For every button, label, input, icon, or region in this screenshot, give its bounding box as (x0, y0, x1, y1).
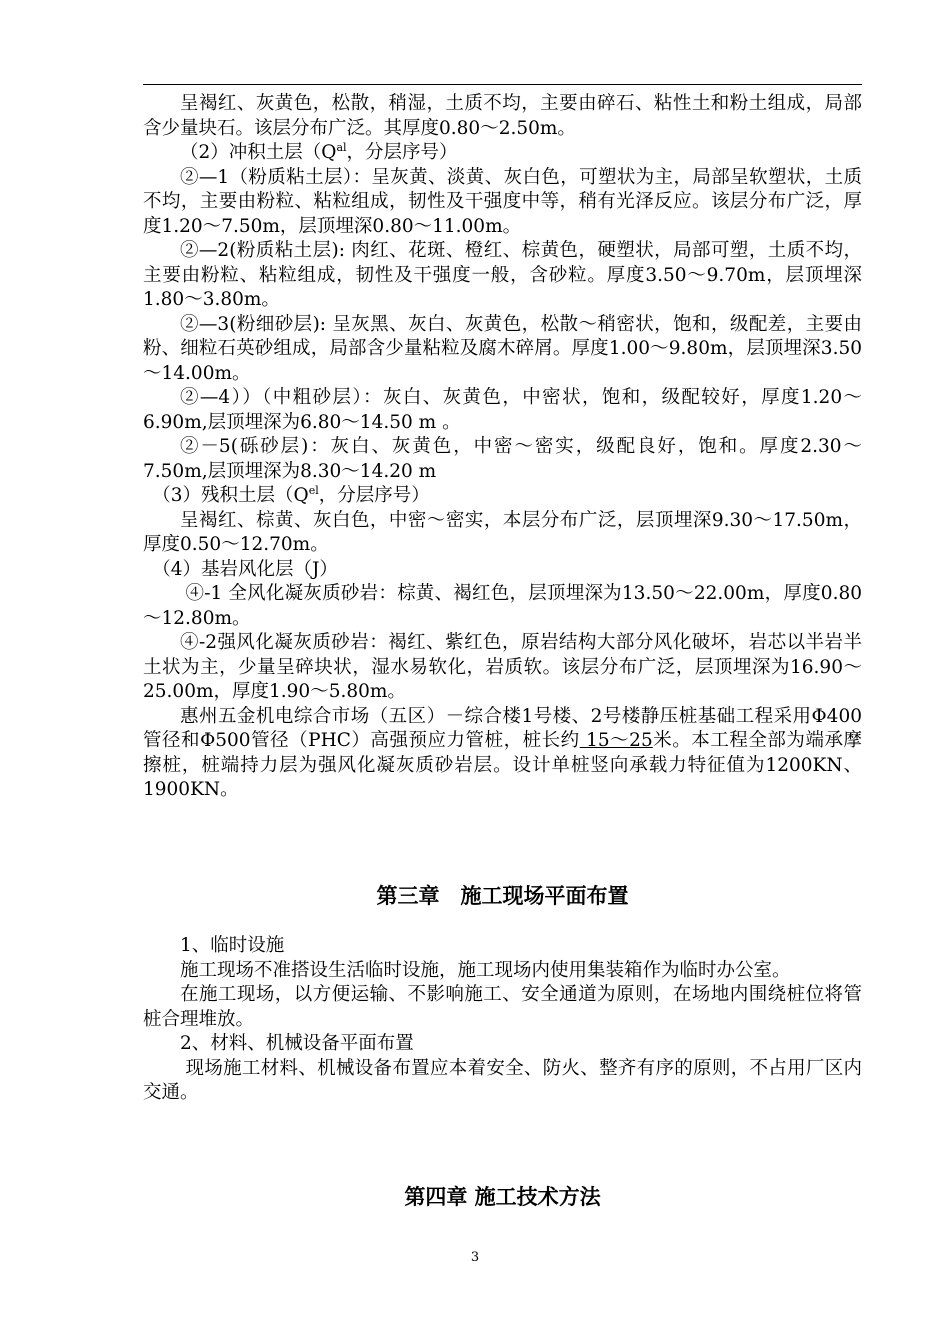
paragraph-pile-summary: 惠州五金机电综合市场（五区）－综合楼1号楼、2号楼静压桩基础工程采用Φ400管径和Φ500管径（PHC）高强预应力管桩，桩长约 15～25米。本工程全部为端承摩擦桩，桩端持力层为强风化凝灰质砂岩层。设计单桩竖向承载力特征值为1200KN、1900KN。 (143, 705, 862, 800)
paragraph: 呈褐红、灰黄色，松散，稍湿，土质不均，主要由碎石、粘性土和粉土组成，局部含少量块石。该层分布广泛。其厚度0.80～2.50m。 (143, 93, 862, 139)
chapter-title: 第三章 施工现场平面布置 (376, 883, 629, 908)
subheading-residual: （3）残积土层（$Q^{el}$，分层序号） (152, 483, 430, 506)
header-rule (143, 84, 862, 85)
paragraph: ②—2(粉质粘土层): 肉红、花斑、橙红、棕黄色，硬塑状，局部可塑，土质不均，主要由粉粒、粘粒组成，韧性及干强度一般，含砂粒。厚度3.50～9.70m，层顶埋深1.80～3.80m。 (143, 240, 862, 310)
paragraph: ④-1 全风化凝灰质砂岩：棕黄、褐红色，层顶埋深为13.50～22.00m，厚度0.80～12.80m。 (143, 583, 862, 629)
chapter-title: 第四章 施工技术方法 (404, 1184, 601, 1209)
section-heading: 2、材料、机械设备平面布置 (180, 1033, 414, 1054)
paragraph: ②－5(砾砂层)：灰白、灰黄色，中密～密实，级配良好，饱和。厚度2.30～7.50m,层顶埋深为8.30～14.20 m (143, 436, 862, 482)
paragraph: ②—3(粉细砂层): 呈灰黑、灰白、灰黄色，松散～稍密状，饱和，级配差，主要由粉、细粒石英砂组成，局部含少量粘粒及腐木碎屑。厚度1.00～9.80m，层顶埋深3.50～14.00m。 (143, 313, 862, 384)
page-number: 3 (470, 1250, 480, 1265)
paragraph: 呈褐红、棕黄、灰白色，中密～密实，本层分布广泛，层顶埋深9.30～17.50m，厚度0.50～12.70m。 (143, 509, 862, 555)
geology-section (143, 92, 862, 803)
site-layout-section (143, 934, 862, 1106)
section-heading: 1、临时设施 (180, 935, 285, 956)
paragraph: ④-2强风化凝灰质砂岩：褐红、紫红色，原岩结构大部分风化破坏，岩芯以半岩半土状为主，少量呈碎块状，湿水易软化，岩质软。该层分布广泛，层顶埋深为16.90～25.00m，厚度1.90～5.80m。 (143, 632, 862, 702)
paragraph: ②—4））（中粗砂层）：灰白、灰黄色，中密状，饱和，级配较好，厚度1.20～6.90m,层顶埋深为6.80～14.50 m 。 (143, 387, 862, 433)
paragraph: ②—1（粉质粘土层）：呈灰黄、淡黄、灰白色，可塑状为主，局部呈软塑状，土质不均，主要由粉粒、粘粒组成，韧性及干强度中等，稍有光泽反应。该层分布广泛，厚度1.20～7.50m，层顶埋深0.80～11.00m。 (143, 166, 862, 237)
paragraph: 施工现场不准搭设生活临时设施，施工现场内使用集装箱作为临时办公室。 (180, 959, 791, 981)
subheading-bedrock: （4）基岩风化层（J） (152, 558, 338, 580)
pile-length-value: 15～25 (579, 730, 653, 751)
paragraph: 现场施工材料、机械设备布置应本着安全、防火、整齐有序的原则，不占用厂区内交通。 (143, 1057, 862, 1103)
paragraph: 在施工现场，以方便运输、不影响施工、安全通道为原则，在场地内围绕桩位将管桩合理堆放。 (143, 984, 862, 1030)
subheading-alluvial: （2）冲积土层（$Q^{al}$，分层序号） (180, 140, 458, 163)
